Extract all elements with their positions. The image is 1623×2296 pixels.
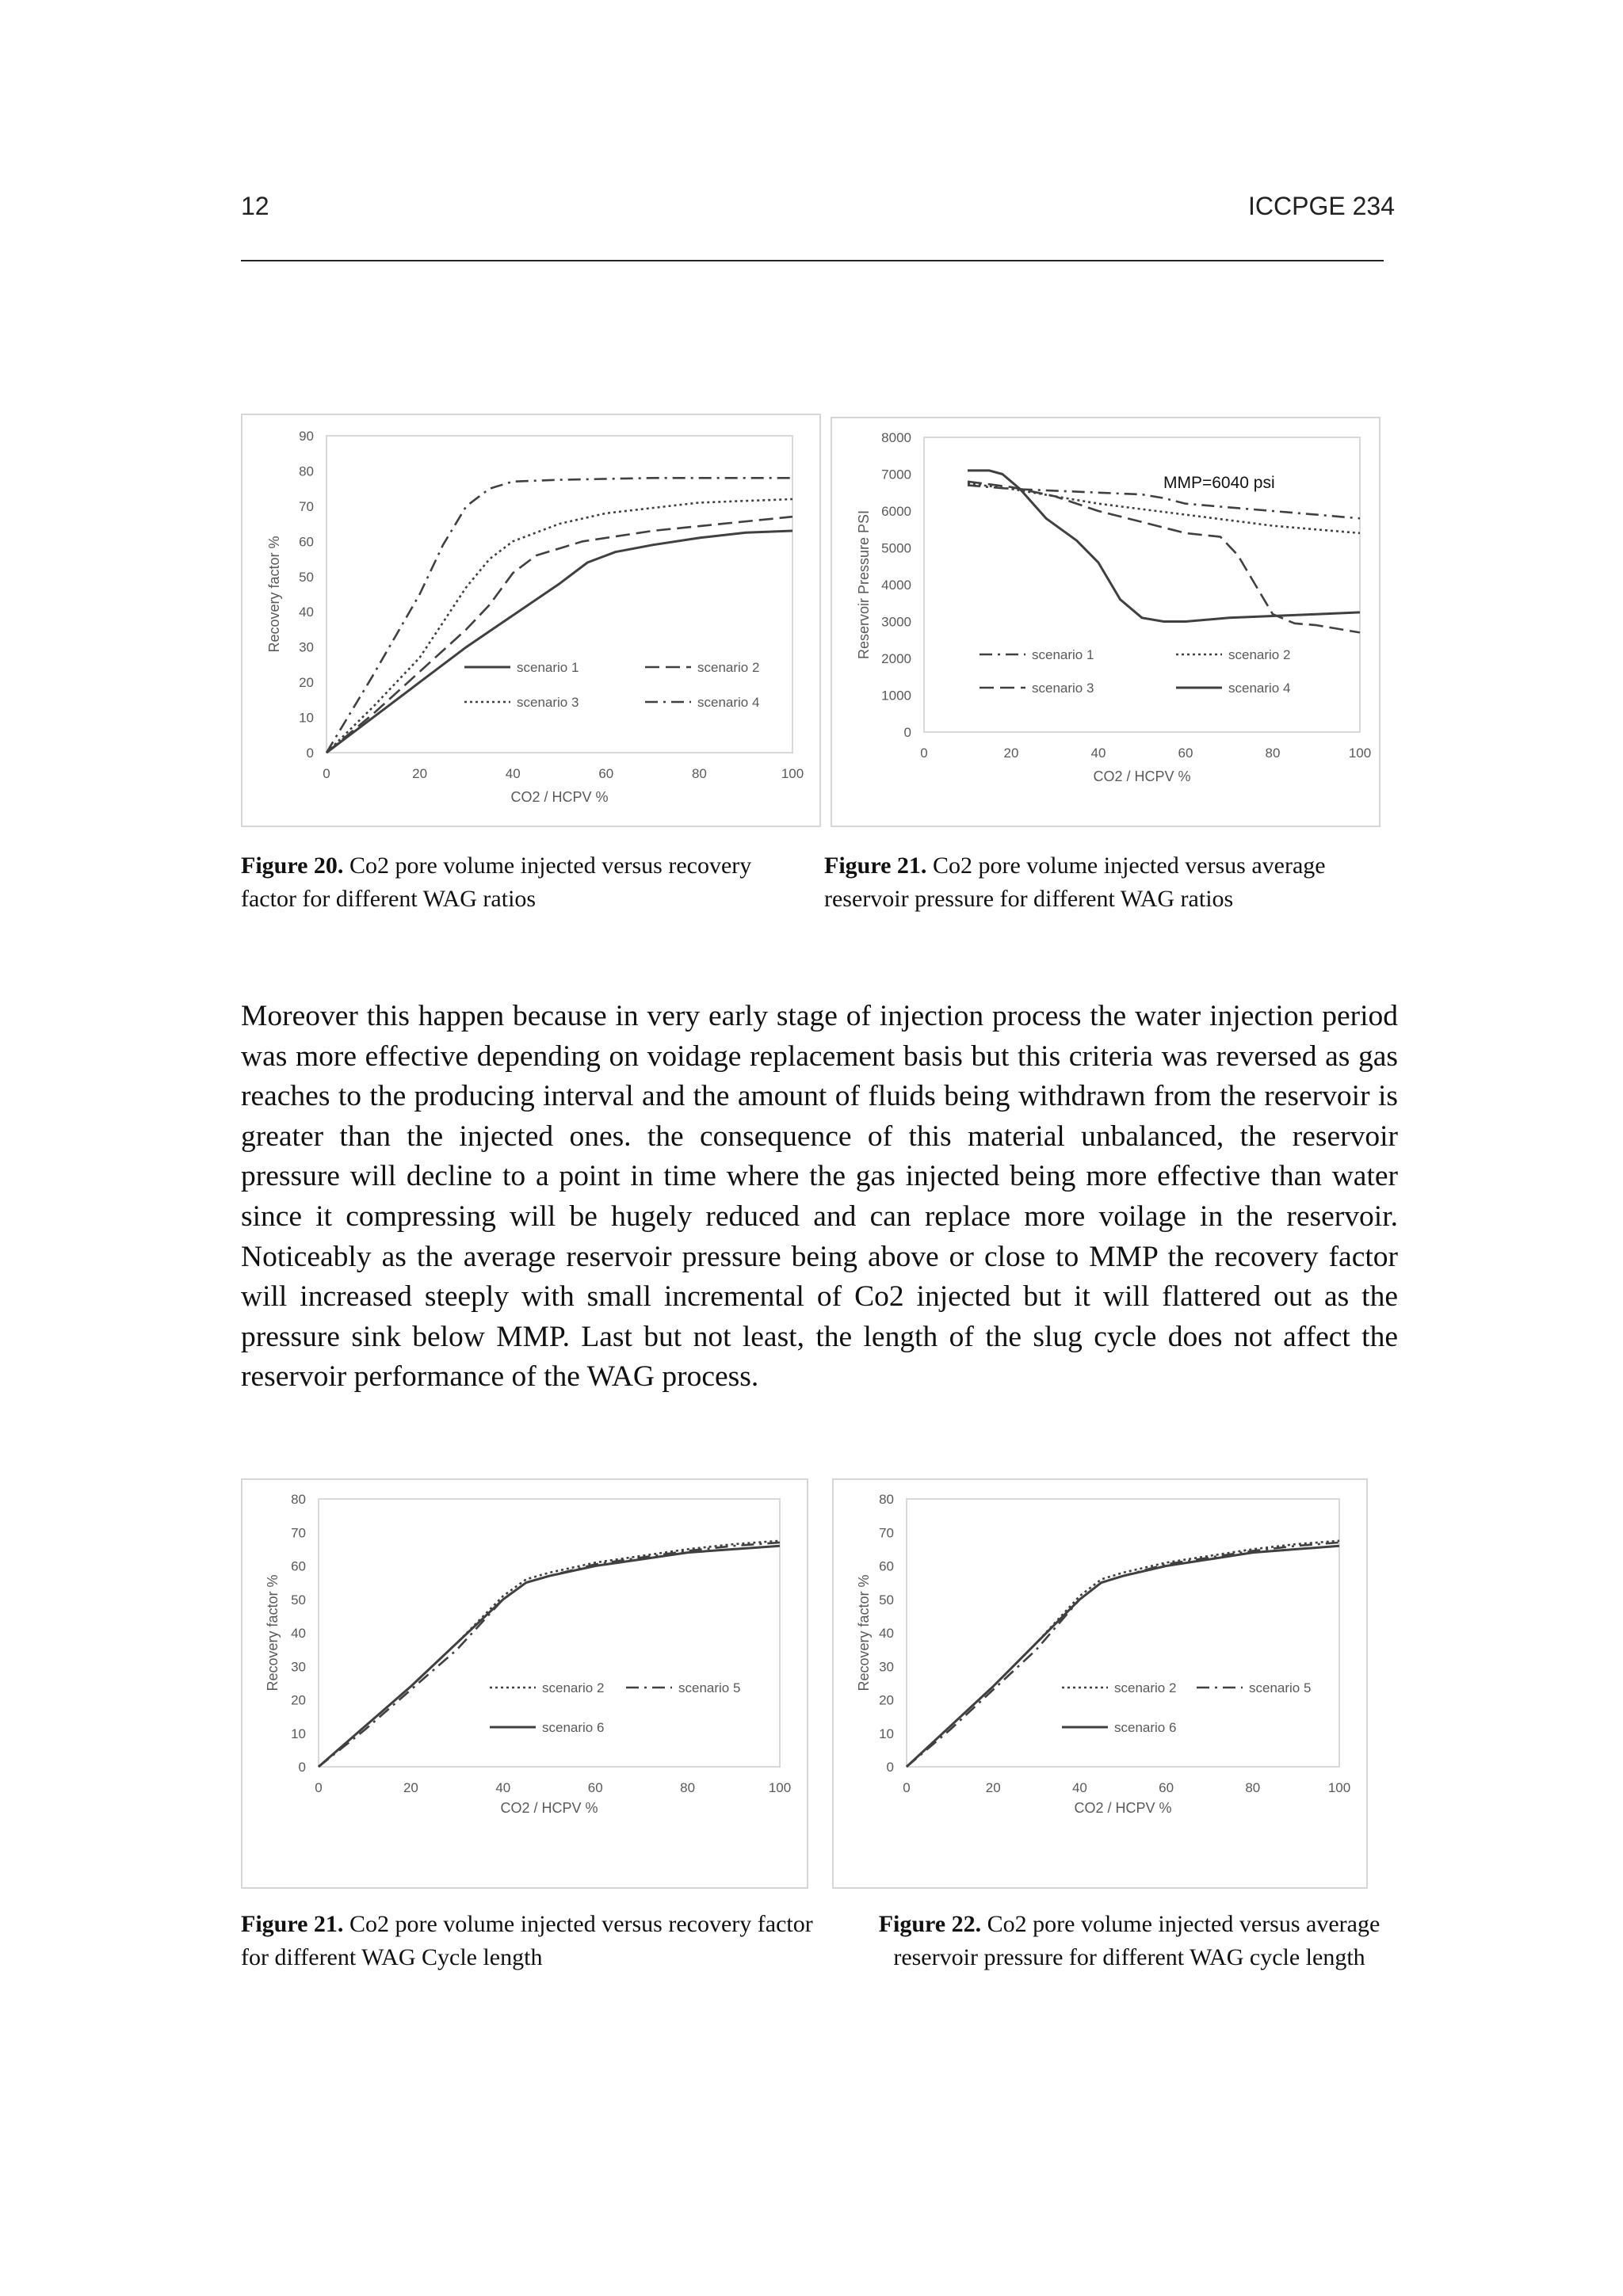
fig21b-legend-label-2: scenario 5 xyxy=(678,1680,741,1695)
fig22-ytick-70: 70 xyxy=(879,1525,894,1541)
figure-21-pressure-caption xyxy=(824,849,1403,916)
fig21a-ytick-5000: 5000 xyxy=(881,540,911,556)
fig21b-ytick-40: 40 xyxy=(291,1626,306,1641)
figure-20-caption-label: Figure 20. xyxy=(241,852,344,879)
fig22-xlabel: CO2 / HCPV % xyxy=(1074,1800,1172,1816)
fig21a-ytick-2000: 2000 xyxy=(881,651,911,666)
fig21b-ylabel: Recovery factor % xyxy=(265,1574,281,1691)
figure-21-cycle-chart xyxy=(241,1478,808,1889)
fig21b-ytick-80: 80 xyxy=(291,1492,306,1507)
fig20-xtick-0: 0 xyxy=(323,766,330,781)
fig21a-legend-label-4: scenario 4 xyxy=(1228,681,1291,696)
fig22-xtick-0: 0 xyxy=(903,1780,911,1795)
fig21b-ytick-50: 50 xyxy=(291,1592,306,1608)
fig22-ytick-40: 40 xyxy=(879,1626,894,1641)
fig22-ytick-30: 30 xyxy=(879,1659,894,1675)
fig21b-ytick-70: 70 xyxy=(291,1525,306,1541)
fig20-ytick-30: 30 xyxy=(299,639,314,655)
fig22-ytick-50: 50 xyxy=(879,1592,894,1608)
fig21a-ytick-8000: 8000 xyxy=(881,430,911,445)
fig21a-ytick-1000: 1000 xyxy=(881,688,911,704)
fig22-ytick-20: 20 xyxy=(879,1692,894,1708)
fig22-xtick-60: 60 xyxy=(1159,1780,1174,1795)
fig20-ylabel: Recovery factor % xyxy=(266,536,282,653)
fig21a-ytick-4000: 4000 xyxy=(881,578,911,593)
page-number: 12 xyxy=(241,192,269,220)
fig21b-legend-label-1: scenario 2 xyxy=(542,1680,605,1695)
fig20-ytick-50: 50 xyxy=(299,569,314,585)
fig20-series-scenario-1 xyxy=(327,531,792,753)
fig21a-annotation: MMP=6040 psi xyxy=(1163,474,1275,492)
figure-21-cycle-caption-text: Co2 pore volume injected versus recovery factor for different WAG Cycle length xyxy=(241,1911,813,1970)
fig21b-xtick-100: 100 xyxy=(768,1780,792,1795)
fig20-ytick-70: 70 xyxy=(299,498,314,514)
fig21b-xtick-20: 20 xyxy=(403,1780,418,1795)
figure-20-svg xyxy=(242,415,823,829)
fig22-ytick-80: 80 xyxy=(879,1492,894,1507)
fig20-xtick-40: 40 xyxy=(505,766,521,781)
fig20-xlabel: CO2 / HCPV % xyxy=(510,789,609,805)
fig20-ytick-60: 60 xyxy=(299,534,314,550)
fig21a-legend-label-2: scenario 2 xyxy=(1228,647,1291,662)
fig21b-xtick-0: 0 xyxy=(315,1780,323,1795)
fig21a-ylabel: Reservoir Pressure PSI xyxy=(856,509,872,660)
fig21b-ytick-60: 60 xyxy=(291,1558,306,1574)
figure-21-pressure-caption-label: Figure 21. xyxy=(824,852,927,879)
fig22-legend-label-3: scenario 6 xyxy=(1114,1720,1177,1735)
figure-22-caption xyxy=(872,1908,1387,1974)
fig21a-legend-label-3: scenario 3 xyxy=(1032,681,1094,696)
fig20-legend-label-2: scenario 2 xyxy=(697,660,760,675)
figure-22-caption-text: Co2 pore volume injected versus average reservoir pressure for different WAG cycle length xyxy=(893,1911,1381,1970)
fig21b-ytick-0: 0 xyxy=(298,1760,306,1775)
fig21b-xtick-60: 60 xyxy=(587,1780,603,1795)
fig20-legend-label-4: scenario 4 xyxy=(697,695,760,710)
fig21a-xtick-20: 20 xyxy=(1003,746,1019,761)
fig20-legend-label-1: scenario 1 xyxy=(517,660,579,675)
figure-21-cycle-caption xyxy=(241,1908,843,1974)
fig21b-xlabel: CO2 / HCPV % xyxy=(500,1800,598,1816)
fig21b-xtick-40: 40 xyxy=(495,1780,511,1795)
fig21a-legend-label-1: scenario 1 xyxy=(1032,647,1094,662)
fig22-xtick-80: 80 xyxy=(1245,1780,1261,1795)
fig21b-xtick-80: 80 xyxy=(680,1780,696,1795)
figure-21-pressure-caption-text: Co2 pore volume injected versus average reservoir pressure for different WAG ratios xyxy=(824,852,1326,912)
fig22-ytick-10: 10 xyxy=(879,1726,894,1741)
fig21a-ytick-3000: 3000 xyxy=(881,614,911,630)
header-rule xyxy=(241,260,1384,261)
figure-20-caption xyxy=(241,849,796,916)
fig21a-xtick-40: 40 xyxy=(1090,746,1106,761)
figure-20-caption-text: Co2 pore volume injected versus recovery factor for different WAG ratios xyxy=(241,852,752,912)
fig20-legend-label-3: scenario 3 xyxy=(517,695,579,710)
fig21a-ytick-7000: 7000 xyxy=(881,467,911,482)
figure-22-svg xyxy=(834,1480,1369,1890)
fig22-ytick-0: 0 xyxy=(886,1760,894,1775)
fig20-xtick-100: 100 xyxy=(781,766,804,781)
fig21a-xtick-0: 0 xyxy=(920,746,928,761)
fig20-ytick-90: 90 xyxy=(299,429,314,444)
fig20-xtick-80: 80 xyxy=(691,766,707,781)
fig20-ytick-10: 10 xyxy=(299,710,314,726)
fig21b-ytick-10: 10 xyxy=(291,1726,306,1741)
fig21a-xtick-100: 100 xyxy=(1348,746,1372,761)
figure-21-cycle-svg xyxy=(242,1480,810,1890)
conference-code: ICCPGE 234 xyxy=(1248,192,1395,220)
fig20-ytick-0: 0 xyxy=(306,746,314,761)
fig22-xtick-40: 40 xyxy=(1071,1780,1087,1795)
figure-21-pressure-svg xyxy=(832,418,1382,829)
fig22-xtick-20: 20 xyxy=(985,1780,1001,1795)
figure-22-caption-label: Figure 22. xyxy=(878,1911,982,1937)
fig21a-series-scenario-4 xyxy=(968,471,1360,622)
fig21a-xlabel: CO2 / HCPV % xyxy=(1093,769,1191,784)
fig22-ylabel: Recovery factor % xyxy=(856,1574,872,1691)
fig21b-ytick-30: 30 xyxy=(291,1659,306,1675)
figure-21-cycle-caption-label: Figure 21. xyxy=(241,1911,344,1937)
fig21a-series-scenario-3 xyxy=(968,482,1360,633)
fig20-ytick-80: 80 xyxy=(299,463,314,479)
fig20-xtick-60: 60 xyxy=(598,766,614,781)
fig22-legend-label-2: scenario 5 xyxy=(1249,1680,1312,1695)
fig20-series-scenario-3 xyxy=(327,499,792,753)
fig22-legend-label-1: scenario 2 xyxy=(1114,1680,1177,1695)
fig20-ytick-20: 20 xyxy=(299,675,314,691)
body-paragraph: Moreover this happen because in very early stage of injection process the water injection period was more effective depending on voidage replacement basis but this criteria was reversed as gas reaches to the producing interval and the amount of fluids being withdrawn from the reservoir is greater than the injected ones. the consequence of this material unbalanced, the reservoir pressure will decline to a point in time where the gas injected being more effective than water since it compressing will be hugely reduced and can replace more voilage in the reservoir. Noticeably as the average reservoir pressure being above or close to MMP the recovery factor will increased steeply with small incremental of Co2 injected but it will flattered out as the pressure sink below MMP. Last but not least, the length of the slug cycle does not affect the reservoir performance of the WAG process. xyxy=(241,1000,1398,1394)
fig20-xtick-20: 20 xyxy=(412,766,428,781)
fig20-series-scenario-4 xyxy=(327,478,792,753)
fig22-ytick-60: 60 xyxy=(879,1558,894,1574)
fig21a-xtick-60: 60 xyxy=(1178,746,1193,761)
fig21a-ytick-0: 0 xyxy=(903,725,911,740)
fig20-ytick-40: 40 xyxy=(299,605,314,620)
fig21a-xtick-80: 80 xyxy=(1265,746,1281,761)
fig22-xtick-100: 100 xyxy=(1327,1780,1351,1795)
figure-22-chart xyxy=(832,1478,1368,1889)
fig21a-ytick-6000: 6000 xyxy=(881,504,911,519)
fig21b-ytick-20: 20 xyxy=(291,1692,306,1708)
figure-20-chart xyxy=(241,414,821,827)
figure-21-pressure-chart xyxy=(831,417,1381,827)
fig21b-legend-label-3: scenario 6 xyxy=(542,1720,605,1735)
